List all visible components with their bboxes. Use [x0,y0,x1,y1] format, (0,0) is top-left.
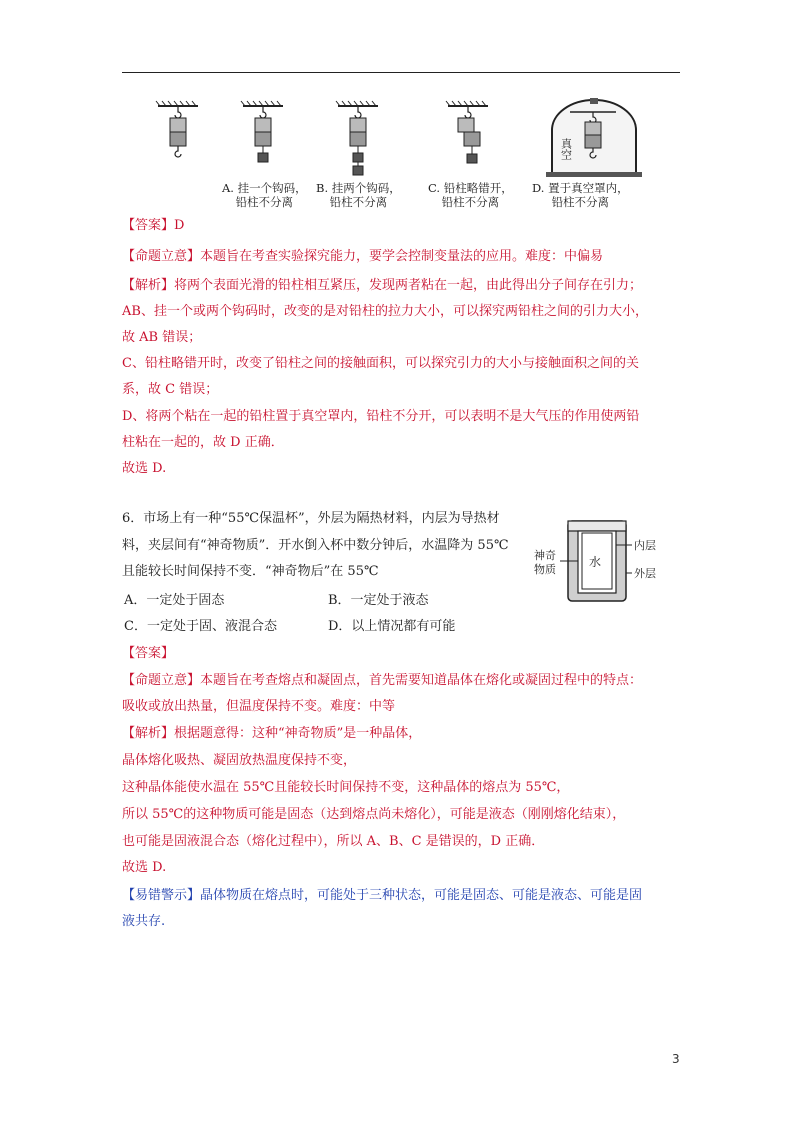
q6-option-a: A．一定处于固态 [124,593,225,608]
q6-analysis-1: 【解析】根据题意得：这种“神奇物质”是一种晶体， [122,726,422,741]
caption-a: A. 挂一个钩码， 铅柱不分离 [222,181,307,209]
q5-analysis-7: 柱粘在一起的，故 D 正确． [122,435,284,450]
caption-b: B. 挂两个钩码， 铅柱不分离 [316,181,401,209]
q6-analysis-4: 所以 55℃的这种物质可能是固态（达到熔点尚未熔化），可能是液态（刚刚熔化结束）， [122,807,626,822]
outer-layer-label: 外层 [634,567,656,580]
magic-label-2: 物质 [534,563,556,576]
setup-a [156,101,198,157]
inner-layer-label: 内层 [634,539,656,552]
q6-analysis-6: 故选 D. [122,860,167,875]
setup-c [336,101,378,175]
caption-c: C. 铅柱略错开， 铅柱不分离 [428,181,513,209]
magic-label-1: 神奇 [534,549,556,562]
q6-intent-1: 【命题立意】本题旨在考查熔点和凝固点，首先需要知道晶体在熔化或凝固过程中的特点： [122,673,643,688]
q6-stem-3: 且能较长时间保持不变．“神奇物后”在 55℃ [122,564,379,579]
q6-analysis-3: 这种晶体能使水温在 55℃且能较长时间保持不变，这种晶体的熔点为 55℃， [122,780,570,795]
thermos-cup-figure [528,515,668,610]
q5-intent: 【命题立意】本题旨在考查实验探究能力，要学会控制变量法的应用。难度：中偏易 [122,249,604,264]
q6-option-b: B．一定处于液态 [328,593,429,608]
q5-analysis-8: 故选 D. [122,461,167,476]
setup-b [241,101,283,162]
water-label: 水 [589,555,602,569]
q5-analysis-2: AB、挂一个或两个钩码时，改变的是对铅柱的拉力大小，可以探究两铅柱之间的引力大小， [122,304,648,319]
q5-analysis-5: 系，故 C 错误； [122,382,219,397]
q6-analysis-2: 晶体熔化吸热、凝固放热温度保持不变， [122,753,357,768]
q6-analysis-5: 也可能是固液混合态（熔化过程中），所以 A、B、C 是错误的，D 正确． [122,834,545,849]
lead-cylinder-figure [150,98,650,178]
q6-option-d: D．以上情况都有可能 [328,619,456,634]
q5-analysis-4: C、铅柱略错开时，改变了铅柱之间的接触面积，可以探究引力的大小与接触面积之间的关 [122,356,639,371]
page-number: 3 [672,1052,680,1066]
q5-analysis-1: 【解析】将两个表面光滑的铅柱相互紧压，发现两者粘在一起，由此得出分子间存在引力； [122,278,643,293]
q5-analysis-3: 故 AB 错误； [122,330,202,345]
header-rule [122,72,680,73]
q6-intent-2: 吸收或放出热量，但温度保持不变。难度：中等 [122,699,396,714]
caption-d: D. 置于真空罩内， 铅柱不分离 [532,181,629,209]
q6-stem-2: 料，夹层间有“神奇物质”．开水倒入杯中数分钟后，水温降为 55℃ [122,538,509,553]
q6-warning-1: 【易错警示】晶体物质在熔点时，可能处于三种状态，可能是固态、可能是液态、可能是固 [122,888,643,903]
q6-option-c: C．一定处于固、液混合态 [124,619,277,634]
q6-stem-1: 6．市场上有一种“55℃保温杯”，外层为隔热材料，内层为导热材 [122,511,500,526]
vacuum-label: 真空 [559,138,573,160]
setup-d [446,101,488,163]
vacuum-bell-jar [546,98,642,177]
q5-analysis-6: D、将两个粘在一起的铅柱置于真空罩内，铅柱不分开，可以表明不是大气压的作用使两铅 [122,409,640,424]
q5-answer: 【答案】D [122,218,185,233]
q6-warning-2: 液共存. [122,914,166,929]
q6-answer: 【答案】 [122,646,175,661]
